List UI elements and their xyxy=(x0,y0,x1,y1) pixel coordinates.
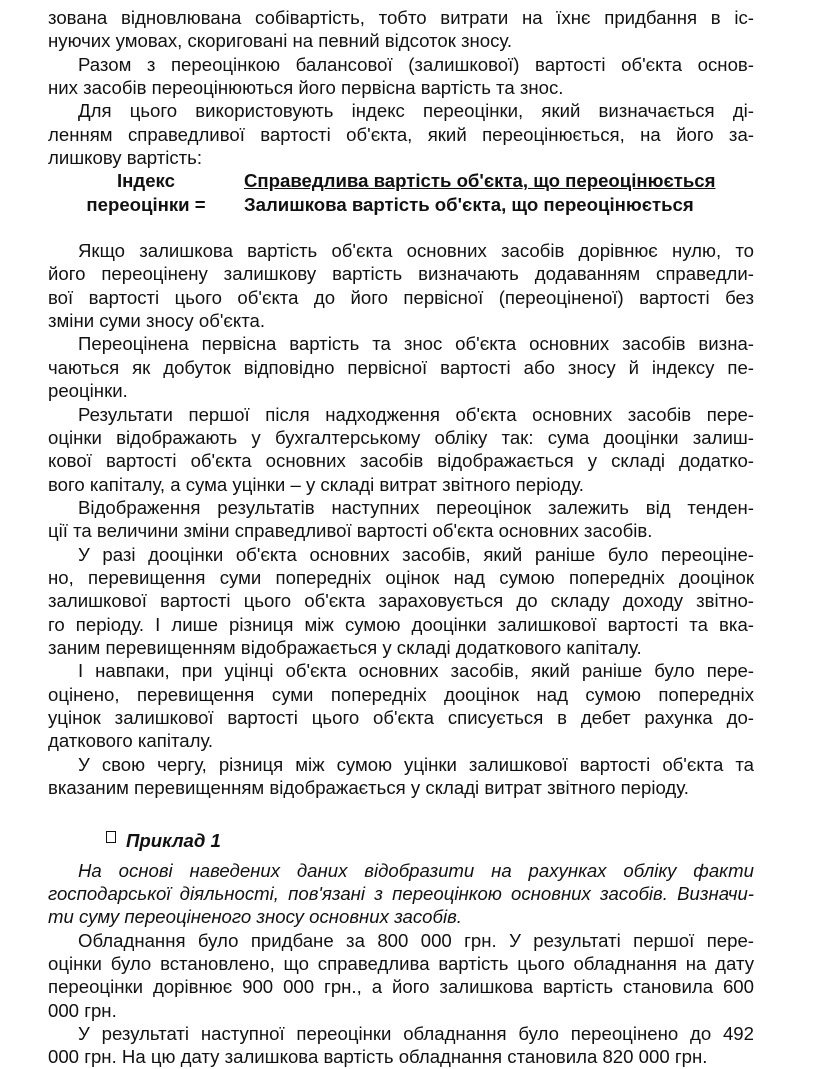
paragraph xyxy=(48,332,754,402)
text-line: 000 грн. xyxy=(48,999,117,1021)
text-line: даткового капіталу. xyxy=(48,730,214,752)
text-line: го періоду. І лише різниця між сумою дооцінки залишкової вартості та вка- xyxy=(48,613,754,635)
text-line: зміни суми зносу об'єкта. xyxy=(48,310,266,332)
formula-lhs-line2: переоцінки = xyxy=(86,193,206,215)
text-line: но, перевищення суми попередніх оцінок над сумою попередніх дооцінок xyxy=(48,566,754,588)
text-line: оцінки було встановлено, що справедлива вартість цього обладнання на дату xyxy=(48,953,754,975)
paragraph xyxy=(48,659,754,752)
text-line: його переоцінену залишкову вартість визначають додаванням справедли- xyxy=(48,263,754,285)
paragraph xyxy=(48,403,754,496)
text-line: І навпаки, при уцінці об'єкта основних засобів, який раніше було пере- xyxy=(78,660,754,682)
text-line: вої вартості цього об'єкта до його первісної (переоціненої) вартості без xyxy=(48,286,754,308)
example-section xyxy=(48,859,754,1069)
text-line: оцінки відображають у бухгалтерському обліку так: сума дооцінки залиш- xyxy=(48,426,754,448)
text-line: уцінок залишкової вартості цього об'єкта списується в дебет рахунка до- xyxy=(48,706,754,728)
paragraph xyxy=(48,53,754,100)
formula-fraction xyxy=(244,169,754,216)
text-line: них засобів переоцінюються його первісна вартість та знос. xyxy=(48,77,564,99)
paragraph xyxy=(48,6,754,53)
text-line: зована відновлювана собівартість, тобто витрати на їхнє придбання в іс- xyxy=(48,7,754,28)
text-section-before-formula xyxy=(48,6,754,169)
paragraph xyxy=(48,99,754,169)
text-line: вого капіталу, а сума уцінки – у складі витрат звітного періоду. xyxy=(48,473,584,495)
paragraph xyxy=(48,239,754,332)
text-line: реоцінки. xyxy=(48,380,128,402)
paragraph xyxy=(48,859,754,929)
text-line: господарської діяльності, пов'язані з переоцінкою основних засобів. Визначи- xyxy=(48,883,754,905)
text-line: 000 грн. На цю дату залишкова вартість обладнання становила 820 000 грн. xyxy=(48,1046,708,1068)
text-line: У результаті наступної переоцінки обладнання було переоцінено до 492 xyxy=(78,1023,754,1045)
text-line: Результати першої після надходження об'єкта основних засобів пере- xyxy=(78,403,754,425)
text-line: На основі наведених даних відобразити на рахунках обліку факти xyxy=(78,859,754,881)
paragraph xyxy=(48,543,754,660)
paragraph xyxy=(48,929,754,1022)
text-line: Відображення результатів наступних переоцінок залежить від тенден- xyxy=(78,496,754,518)
formula-lhs-line1: Індекс xyxy=(117,170,175,192)
text-line: нуючих умовах, скориговані на певний відсоток зносу. xyxy=(48,30,513,52)
document-page xyxy=(48,6,754,1069)
formula-numerator: Справедлива вартість об'єкта, що переоцінюється xyxy=(244,170,716,192)
text-line: Разом з переоцінкою балансової (залишкової) вартості об'єкта основ- xyxy=(78,53,754,75)
formula-lhs xyxy=(48,169,244,216)
text-line: Переоцінена первісна вартість та знос об'єкта основних засобів визна- xyxy=(78,333,754,355)
text-section-after-formula xyxy=(48,239,754,799)
spacer xyxy=(48,216,754,239)
text-line: оцінено, перевищення суми попередніх дооцінок над сумою попередніх xyxy=(48,683,754,705)
paragraph xyxy=(48,496,754,543)
text-line: вказаним перевищенням відображається у складі витрат звітного періоду. xyxy=(48,777,689,798)
text-line: Обладнання було придбане за 800 000 грн. У результаті першої пере- xyxy=(78,929,754,951)
paragraph xyxy=(48,1022,754,1069)
example-heading xyxy=(48,829,754,852)
text-line: чаються як добуток відповідно первісної вартості або зносу й індексу пе- xyxy=(48,356,754,378)
revaluation-index-formula xyxy=(48,169,754,216)
formula-denominator: Залишкова вартість об'єкта, що переоцінюється xyxy=(244,193,694,215)
text-line: ти суму переоціненого зносу основних засобів. xyxy=(48,906,462,928)
text-line: залишкової вартості цього об'єкта зараховується до складу доходу звітно- xyxy=(48,590,754,612)
text-line: Якщо залишкова вартість об'єкта основних засобів дорівнює нулю, то xyxy=(78,240,754,262)
example-title: Приклад 1 xyxy=(126,830,221,852)
text-line: заним перевищенням відображається у складі додаткового капіталу. xyxy=(48,636,642,658)
text-line: У свою чергу, різниця між сумою уцінки залишкової вартості об'єкта та xyxy=(78,753,754,775)
text-line: У разі дооцінки об'єкта основних засобів, який раніше було переоціне- xyxy=(78,543,754,565)
paragraph xyxy=(48,753,754,800)
text-line: кової вартості об'єкта основних засобів відображається у складі додатко- xyxy=(48,450,754,472)
text-line: переоцінки дорівнює 900 000 грн., а його залишкова вартість становила 600 xyxy=(48,976,754,998)
square-bullet-icon xyxy=(106,831,116,843)
text-line: Для цього використовують індекс переоцінки, який визначається ді- xyxy=(78,100,754,122)
text-line: ленням справедливої вартості об'єкта, який переоцінюється, на його за- xyxy=(48,123,754,145)
text-line: ції та величини зміни справедливої вартості об'єкта основних засобів. xyxy=(48,520,653,542)
text-line: лишкову вартість: xyxy=(48,147,203,169)
